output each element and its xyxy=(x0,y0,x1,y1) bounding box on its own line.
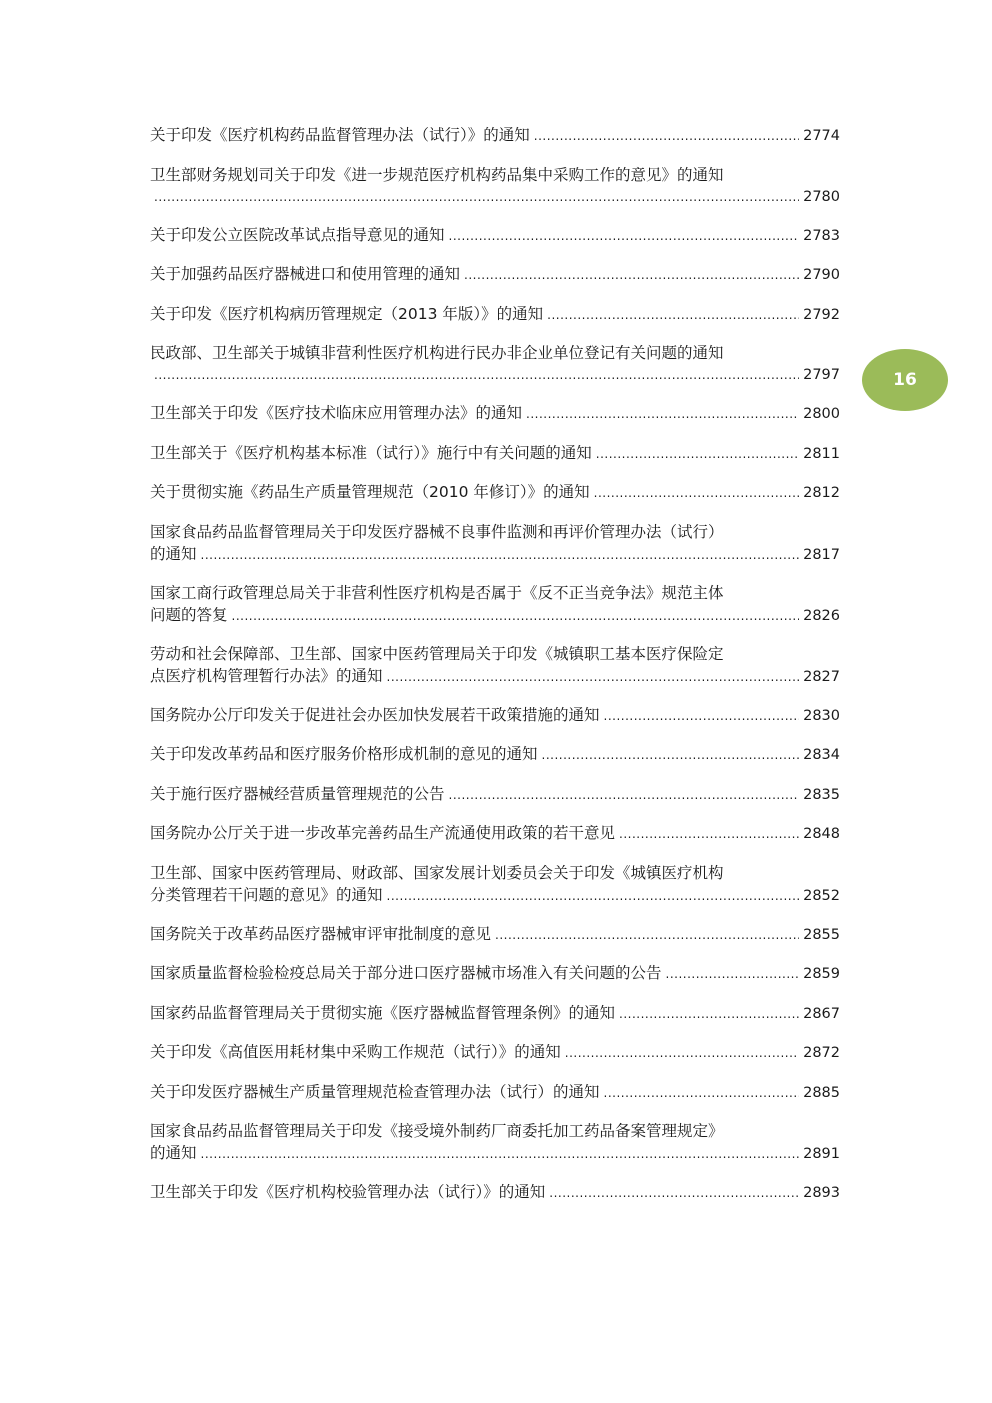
dot-leader xyxy=(594,482,799,504)
toc-entry[interactable] xyxy=(150,224,840,247)
toc-entry-title-line: 劳动和社会保障部、卫生部、国家中医药管理局关于印发《城镇职工基本医疗保险定 xyxy=(150,644,724,663)
toc-entry-title-line: 国务院办公厅印发关于促进社会办医加快发展若干政策措施的通知 xyxy=(150,705,600,724)
toc-entry-title-line: 关于贯彻实施《药品生产质量管理规范（2010 年修订）》的通知 xyxy=(150,483,590,501)
toc-entry-title-line: 关于印发《高值医用耗材集中采购工作规范（试行）》的通知 xyxy=(150,1043,561,1061)
toc-entry-page: 2780 xyxy=(803,188,840,205)
toc-entry[interactable] xyxy=(150,1181,840,1204)
toc-entry[interactable] xyxy=(150,1041,840,1064)
toc-entry-line xyxy=(150,1081,840,1104)
toc-entry-page: 2792 xyxy=(803,306,840,323)
toc-entry-page: 2817 xyxy=(803,546,840,563)
toc-entry-line xyxy=(150,402,840,425)
toc-entry-page: 2859 xyxy=(803,966,840,982)
dot-leader xyxy=(154,364,799,386)
toc-entry-line xyxy=(150,884,840,907)
toc-entry-line xyxy=(150,124,840,147)
toc-entry-line xyxy=(150,783,840,806)
toc-entry-title-line: 分类管理若干问题的意见》的通知 xyxy=(150,885,383,904)
toc-entry-title-line: 卫生部关于《医疗机构基本标准（试行）》施行中有关问题的通知 xyxy=(150,443,592,462)
dot-leader xyxy=(449,784,800,806)
toc-entry[interactable] xyxy=(150,962,840,985)
toc-entry-title-line: 关于印发改革药品和医疗服务价格形成机制的意见的通知 xyxy=(150,745,538,763)
dot-leader xyxy=(604,1082,800,1104)
toc-entry-page: 2790 xyxy=(803,267,840,283)
toc-entry-page: 2885 xyxy=(803,1084,840,1101)
toc-entry-title-line: 关于印发公立医院改革试点指导意见的通知 xyxy=(150,225,445,244)
toc-entry-line xyxy=(150,743,840,766)
dot-leader xyxy=(387,885,800,907)
toc-entry-page: 2848 xyxy=(803,826,840,842)
toc-entry-title-line: 国家质量监督检验检疫总局关于部分进口医疗器械市场准入有关问题的公告 xyxy=(150,964,662,982)
toc-entry-title-line: 民政部、卫生部关于城镇非营利性医疗机构进行民办非企业单位登记有关问题的通知 xyxy=(150,344,724,362)
toc-entry-page: 2783 xyxy=(803,227,840,244)
dot-leader xyxy=(154,186,799,208)
toc-entry[interactable] xyxy=(150,582,840,627)
toc-entry-line xyxy=(150,364,840,386)
toc-entry-line xyxy=(150,543,840,566)
toc-entry-title-line: 关于印发《医疗机构药品监督管理办法（试行）》的通知 xyxy=(150,126,530,144)
toc-entry-title-line: 国务院办公厅关于进一步改革完善药品生产流通使用政策的若干意见 xyxy=(150,824,616,842)
toc-entry-page: 2800 xyxy=(803,406,840,422)
toc-entry-page: 2812 xyxy=(803,485,840,501)
toc-entry[interactable] xyxy=(150,164,840,208)
toc-entry[interactable] xyxy=(150,822,840,845)
toc-entry[interactable] xyxy=(150,342,840,386)
toc-entry-line xyxy=(150,1181,840,1204)
toc-entry-title-line: 卫生部关于印发《医疗机构校验管理办法（试行）》的通知 xyxy=(150,1183,546,1201)
toc-entry-line xyxy=(150,822,840,845)
dot-leader xyxy=(565,1042,799,1064)
toc-entry-title-line: 的通知 xyxy=(150,1144,197,1162)
toc-entry-line xyxy=(150,186,840,208)
toc-entry-title-line: 关于加强药品医疗器械进口和使用管理的通知 xyxy=(150,265,461,283)
dot-leader xyxy=(619,823,799,845)
dot-leader xyxy=(387,666,800,688)
toc-entry[interactable] xyxy=(150,263,840,286)
toc-entry[interactable] xyxy=(150,643,840,688)
toc-entry[interactable] xyxy=(150,1120,840,1165)
toc-entry-page: 2774 xyxy=(803,128,840,144)
toc-entry-title-line: 关于印发医疗器械生产质量管理规范检查管理办法（试行）的通知 xyxy=(150,1082,600,1101)
toc-entry-page: 2872 xyxy=(803,1045,840,1061)
dot-leader xyxy=(666,963,800,985)
toc-entry-title-line: 关于施行医疗器械经营质量管理规范的公告 xyxy=(150,784,445,803)
toc-entry-line xyxy=(150,665,840,688)
table-of-contents xyxy=(150,124,840,1221)
toc-entry-page: 2826 xyxy=(803,607,840,624)
toc-entry-line xyxy=(150,303,840,326)
toc-entry-page: 2797 xyxy=(803,367,840,383)
toc-entry[interactable] xyxy=(150,1002,840,1025)
dot-leader xyxy=(619,1003,799,1025)
toc-entry-page: 2893 xyxy=(803,1185,840,1201)
dot-leader xyxy=(526,403,799,425)
toc-entry-title-line: 国家食品药品监督管理局关于印发医疗器械不良事件监测和再评价管理办法（试行） xyxy=(150,522,724,541)
toc-entry-page: 2827 xyxy=(803,668,840,685)
toc-entry-line xyxy=(150,1002,840,1025)
toc-entry-title-line: 关于印发《医疗机构病历管理规定（2013 年版）》的通知 xyxy=(150,304,544,323)
toc-entry[interactable] xyxy=(150,743,840,766)
toc-entry-page: 2830 xyxy=(803,707,840,724)
toc-entry[interactable] xyxy=(150,442,840,465)
toc-entry-line xyxy=(150,923,840,946)
dot-leader xyxy=(449,225,800,247)
toc-entry-title-line: 问题的答复 xyxy=(150,605,228,624)
toc-entry[interactable] xyxy=(150,481,840,504)
toc-entry-line xyxy=(150,224,840,247)
toc-entry-line xyxy=(150,962,840,985)
toc-entry[interactable] xyxy=(150,402,840,425)
toc-entry-line xyxy=(150,263,840,286)
toc-entry-line xyxy=(150,704,840,727)
toc-entry-page: 2855 xyxy=(803,926,840,943)
toc-entry-title-line: 卫生部、国家中医药管理局、财政部、国家发展计划委员会关于印发《城镇医疗机构 xyxy=(150,863,724,882)
toc-entry[interactable] xyxy=(150,303,840,326)
toc-entry-title-line: 国家食品药品监督管理局关于印发《接受境外制药厂商委托加工药品备案管理规定》 xyxy=(150,1122,724,1140)
toc-entry[interactable] xyxy=(150,521,840,566)
page-number-badge xyxy=(862,349,948,411)
toc-entry-title-line: 卫生部财务规划司关于印发《进一步规范医疗机构药品集中采购工作的意见》的通知 xyxy=(150,165,724,184)
toc-entry-page: 2867 xyxy=(803,1005,840,1022)
toc-entry-line xyxy=(150,442,840,465)
dot-leader xyxy=(547,304,799,326)
toc-entry-line xyxy=(150,1142,840,1165)
toc-entry-title-line: 的通知 xyxy=(150,544,197,563)
toc-entry-title-line: 国家药品监督管理局关于贯彻实施《医疗器械监督管理条例》的通知 xyxy=(150,1003,616,1022)
toc-entry[interactable] xyxy=(150,783,840,806)
dot-leader xyxy=(495,924,799,946)
dot-leader xyxy=(596,443,799,465)
toc-entry-title-line: 国家工商行政管理总局关于非营利性医疗机构是否属于《反不正当竞争法》规范主体 xyxy=(150,583,724,602)
toc-entry-page: 2811 xyxy=(803,445,840,462)
dot-leader xyxy=(201,1143,800,1165)
dot-leader xyxy=(232,605,800,627)
toc-entry-line xyxy=(150,481,840,504)
toc-entry[interactable] xyxy=(150,923,840,946)
toc-entry[interactable] xyxy=(150,124,840,147)
toc-entry-page: 2834 xyxy=(803,747,840,763)
dot-leader xyxy=(201,544,800,566)
dot-leader xyxy=(534,125,799,147)
toc-entry[interactable] xyxy=(150,862,840,907)
toc-entry[interactable] xyxy=(150,704,840,727)
dot-leader xyxy=(542,744,800,766)
toc-entry-page: 2891 xyxy=(803,1146,840,1162)
dot-leader xyxy=(604,705,800,727)
dot-leader xyxy=(549,1182,799,1204)
toc-entry-title-line: 点医疗机构管理暂行办法》的通知 xyxy=(150,666,383,685)
toc-entry-line xyxy=(150,604,840,627)
toc-entry[interactable] xyxy=(150,1081,840,1104)
toc-entry-page: 2835 xyxy=(803,786,840,803)
toc-entry-page: 2852 xyxy=(803,887,840,904)
toc-entry-title-line: 国务院关于改革药品医疗器械审评审批制度的意见 xyxy=(150,924,492,943)
page-number: 16 xyxy=(893,370,917,390)
dot-leader xyxy=(464,264,799,286)
toc-entry-line xyxy=(150,1041,840,1064)
toc-entry-title-line: 卫生部关于印发《医疗技术临床应用管理办法》的通知 xyxy=(150,404,523,422)
